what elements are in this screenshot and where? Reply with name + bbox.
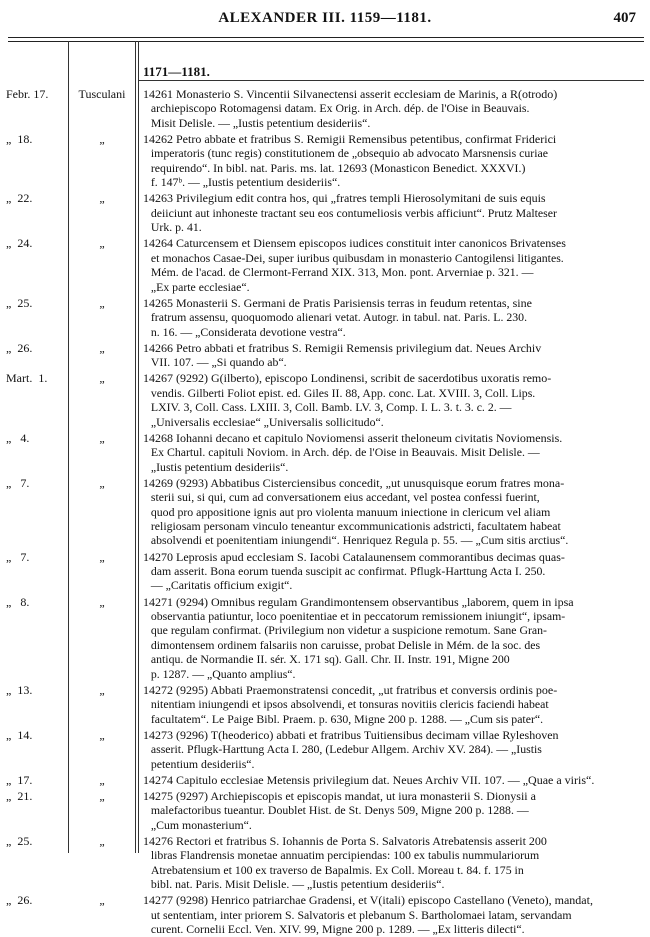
entry-text-line: sterii sui, si qui, cum ad conversationem eius accedant, vel postea confessi fuerint,	[150, 490, 540, 505]
entry-date: „ 18.	[6, 132, 33, 146]
entry-text-line: petentium desideriis“.	[150, 756, 255, 771]
header-rule	[8, 37, 644, 38]
entry-place: „	[99, 727, 105, 742]
entry-date: Febr. 17.	[6, 87, 49, 101]
entry-date: „ 17.	[6, 772, 33, 787]
entry-text-line: asserit. Pflugk-Harttung Acta I. 280, (Ledebur Allgem. Archiv XV. 284). — „Iustis	[150, 742, 542, 757]
entry-date: „ 22.	[6, 191, 33, 206]
entry-text	[143, 341, 633, 370]
running-header	[0, 10, 650, 32]
entry-text-line: observantia patiuntur, loco poenitentiae et in peccatorum remissionem iniungit“, ipsam-	[150, 609, 566, 623]
entry-text-line: Atrebatensium et 100 ex traverso de Bapalmis. Ex Coll. Moreau t. 84. f. 175 in	[150, 862, 524, 877]
period-heading: 1171—1181.	[143, 64, 210, 79]
entry-place: „	[99, 132, 105, 146]
entry-text-line: Ex Chartul. capituli Noviom. in Arch. dép. de l'Oise in Beauvais. Misit Delisle. —	[150, 445, 540, 460]
entry-place: „	[99, 371, 105, 386]
entry-text	[143, 550, 633, 593]
entry-text-line: VII. 107. — „Si quando ab“.	[150, 355, 287, 370]
entry-text-line: 14273 (9296) T(heoderico) abbati et fratribus Tuitiensibus decimam villae Ryleshoven	[143, 727, 559, 742]
entry-text	[143, 773, 633, 787]
entry-text-line: archiepiscopo Rotomagensi datam. Ex Orig. in Arch. dép. de l'Oise in Beauvais.	[150, 101, 530, 116]
entry-place: „	[99, 893, 105, 908]
entry-text	[143, 371, 633, 429]
entry-text-line: libras Flandrensis monetae annuatim percipiendas: 100 ex tabulis nummulariorum	[150, 848, 540, 863]
entry-text-line: p. 1287. — „Quanto amplius“.	[150, 666, 296, 681]
entry-text-line: 14264 Caturcensem et Diensem episcopos iudices constituit inter canonicos Brivatenses	[143, 236, 566, 251]
entry-place: „	[99, 789, 105, 803]
entry-text-line: Misit Delisle. — „Iustis petentium desideriis“.	[150, 115, 371, 130]
entry-text	[143, 476, 633, 548]
entry-text-line: 14268 Iohanni decano et capitulo Noviomensi asserit theloneum civitatis Noviomensis.	[143, 430, 563, 445]
entry-text-line: Urk. p. 41.	[150, 220, 202, 235]
entry-text-line: ut sententiam, inter priorem S. Salvatoris et plebanum S. Bartholomaei latam, servandam	[150, 907, 572, 922]
entry-place: „	[99, 191, 105, 206]
entry-text-line: 14263 Privilegium edit contra hos, qui „fratres templi Hierosolymitani de suis equis	[143, 191, 546, 206]
running-title: ALEXANDER III. 1159—1181.	[218, 10, 432, 26]
entry-date: „ 7.	[6, 475, 30, 490]
entry-text-line: 14270 Leprosis apud ecclesiam S. Iacobi Catalaunensem commorantibus decimas quas-	[143, 549, 565, 564]
entry-text-line: 14262 Petro abbate et fratribus S. Remigii Remensibus petentibus, confirmat Friderici	[143, 132, 557, 146]
entry-text-line: dam asserit. Bona eorum tuenda suscipit ac confirmat. Pflugk-Harttung Acta I. 250.	[150, 564, 546, 578]
entry-text-line: 14272 (9295) Abbati Praemonstratensi concedit, „ut fratribus et conversis ordinis poe-	[143, 682, 558, 697]
entry-text-line: curent. Cornelii Eccl. Ven. XIV. 99, Migne 200 p. 1289. — „Ex litteris dilecti“.	[150, 922, 525, 937]
entry-text-line: fratrum assensu, quoquomodo alienari vetat. Autogr. in tabul. nat. Paris. L. 230.	[150, 310, 528, 325]
period-rule	[138, 80, 644, 81]
entry-text-line: 14266 Petro abbati et fratribus S. Remigii Remensis privilegium dat. Neues Archiv	[143, 340, 542, 355]
entry-place: „	[99, 772, 105, 787]
column-divider-text	[138, 41, 139, 853]
entry-text-line: malefactoribus tueantur. Doublet Hist. de St. Denys 509, Migne 200 p. 1288. —	[150, 803, 529, 818]
entry-text-line: LXIV. 3, Coll. Cass. LXIII. 3, Coll. Bamb. LV. 3, Comp. I. L. 3. t. 3. c. 2. —	[150, 400, 512, 415]
entry-text	[143, 728, 633, 771]
entry-text-line: 14277 (9298) Henrico patriarchae Gradensi, et V(itali) episcopo Castellano (Veneto), mandat,	[143, 893, 593, 908]
entry-text	[143, 87, 633, 130]
entry-place: „	[99, 594, 105, 609]
entry-text-line: 14265 Monasterii S. Germani de Pratis Parisiensis terras in feudum retentas, sine	[143, 295, 532, 310]
entry-place: „	[99, 430, 105, 445]
entry-text-line: dimontensem ordinem falsariis non caruisse, probat Delisle in Mém. de la soc. des	[150, 637, 541, 652]
entry-text-line: 14276 Rectori et fratribus S. Iohannis de Porta S. Salvatoris Atrebatensis asserit 200	[143, 834, 547, 848]
entry-date: „ 25.	[6, 295, 33, 310]
entry-text-line: que regulam confirmat. (Privilegium non videtur a suspicione remotum. Sane Gran-	[150, 623, 547, 638]
entry-text-line: vendis. Gilberti Foliot epist. ed. Giles II. 88, App. conc. Lat. XVIII. 3, Coll. Lips.	[150, 385, 536, 400]
entry-text-line: „Cum monasterium“.	[150, 817, 252, 832]
entry-text	[143, 683, 633, 726]
entry-text	[143, 789, 633, 832]
entry-text-line: antiqu. de Normandie II. sér. X. 171 sq). Gall. Chr. II. Instr. 191, Migne 200	[150, 652, 510, 667]
entry-place: „	[99, 295, 105, 310]
entry-text-line: quod pro appositione ignis aut pro violenta manuum iniectione in clericum vel aliam	[150, 504, 551, 519]
entry-text-line: imperatoris (tunc regis) constitutionem de „obsequio ab advocato Marsnensis curiae	[150, 146, 548, 161]
entry-text-line: deiiciunt aut inhoneste tractant seu eos contumeliosis verbis afficiunt“. Prutz Malteser	[150, 205, 557, 220]
entry-date: „ 21.	[6, 789, 33, 803]
entry-text-line: absolvendi et poenitentiam iniungendi“. Henriquez Regula p. 55. — „Cum sitis arctius“.	[150, 533, 569, 548]
entry-text-line: requirendo“. In bibl. nat. Paris. ms. lat. 12693 (Monasticon Benedict. XXXVI.)	[150, 160, 526, 175]
entry-text-line: 14275 (9297) Archiepiscopis et episcopis mandat, ut iura monasterii S. Dionysii a	[143, 789, 536, 803]
entry-text	[143, 893, 633, 936]
entry-text-line: nitentiam iniungendi et ipsos absolvendi, et tonsuras novitiis clericis faciendi habeat	[150, 697, 549, 712]
entry-date: Mart. 1.	[6, 371, 48, 386]
entry-text-line: facultatem“. Le Paige Bibl. Praem. p. 630, Migne 200 p. 1288. — „Cum sis pater“.	[150, 711, 544, 726]
entry-text-line: 14267 (9292) G(ilberto), episcopo Londinensi, scribit de sacerdotibus uxoratis remo-	[143, 371, 552, 386]
entry-text-line: 14269 (9293) Abbatibus Cisterciensibus concedit, „ut unusquisque eorum fratres mona-	[143, 475, 565, 490]
entry-date: „ 8.	[6, 594, 30, 609]
page-number: 407	[613, 10, 636, 26]
entry-date: „ 14.	[6, 727, 33, 742]
entry-text	[143, 595, 633, 681]
entry-place: „	[99, 340, 105, 355]
entry-text-line: — „Caritatis officium exigit“.	[150, 578, 293, 593]
header-rule-double	[8, 41, 644, 42]
entry-date: „ 4.	[6, 430, 30, 445]
entry-text-line: et monachos Casae-Dei, super iuribus quibusdam in monasterio Cantogilensi litigantes.	[150, 250, 564, 265]
entry-text-line: „Ex parte ecclesiae“.	[150, 279, 250, 294]
entry-text-line: „Iustis petentium desideriis“.	[150, 459, 289, 474]
entry-date: „ 26.	[6, 340, 33, 355]
entry-text-line: 14271 (9294) Omnibus regulam Grandimontensem observantibus „laborem, quem in ipsa	[143, 594, 574, 609]
entry-place: „	[99, 834, 105, 848]
entry-text	[143, 431, 633, 474]
column-divider-date	[68, 41, 69, 853]
entry-date: „ 25.	[6, 834, 33, 848]
entry-date: „ 26.	[6, 893, 33, 908]
entry-text-line: 14261 Monasterio S. Vincentii Silvanectensi asserit ecclesiam de Marinis, a R(otrodo)	[143, 87, 558, 101]
entry-date: „ 24.	[6, 236, 33, 251]
entry-text	[143, 834, 633, 892]
entry-text	[143, 191, 633, 234]
entry-text-line: f. 147ᵇ. — „Iustis petentium desideriis“.	[150, 175, 341, 190]
entry-place: „	[99, 236, 105, 251]
entry-text-line: religiosam personam vinculo teneantur excommunicationis adstricti, facultatem habeat	[150, 519, 561, 534]
entry-text-line: Mém. de l'acad. de Clermont-Ferrand XIX. 313, Mon. pont. Arverniae p. 321. —	[150, 265, 534, 280]
entry-place: Tusculani	[78, 87, 126, 101]
entry-text	[143, 236, 633, 294]
entry-text-line: bibl. nat. Paris. Misit Delisle. — „Iustis petentium desideriis“.	[150, 877, 445, 892]
entry-date: „ 13.	[6, 682, 33, 697]
entry-place: „	[99, 549, 105, 564]
column-divider-place	[135, 41, 136, 853]
entry-text-line: „Universalis ecclesiae“ „Universalis sollicitudo“.	[150, 414, 384, 429]
entry-date: „ 7.	[6, 549, 30, 564]
entry-text	[143, 296, 633, 339]
entry-text-line: n. 16. — „Considerata devotione vestra“.	[150, 324, 346, 339]
entry-place: „	[99, 682, 105, 697]
entry-text-line: 14274 Capitulo ecclesiae Metensis privilegium dat. Neues Archiv VII. 107. — „Quae a viris“.	[143, 772, 595, 787]
entry-place: „	[99, 475, 105, 490]
entry-text	[143, 132, 633, 190]
